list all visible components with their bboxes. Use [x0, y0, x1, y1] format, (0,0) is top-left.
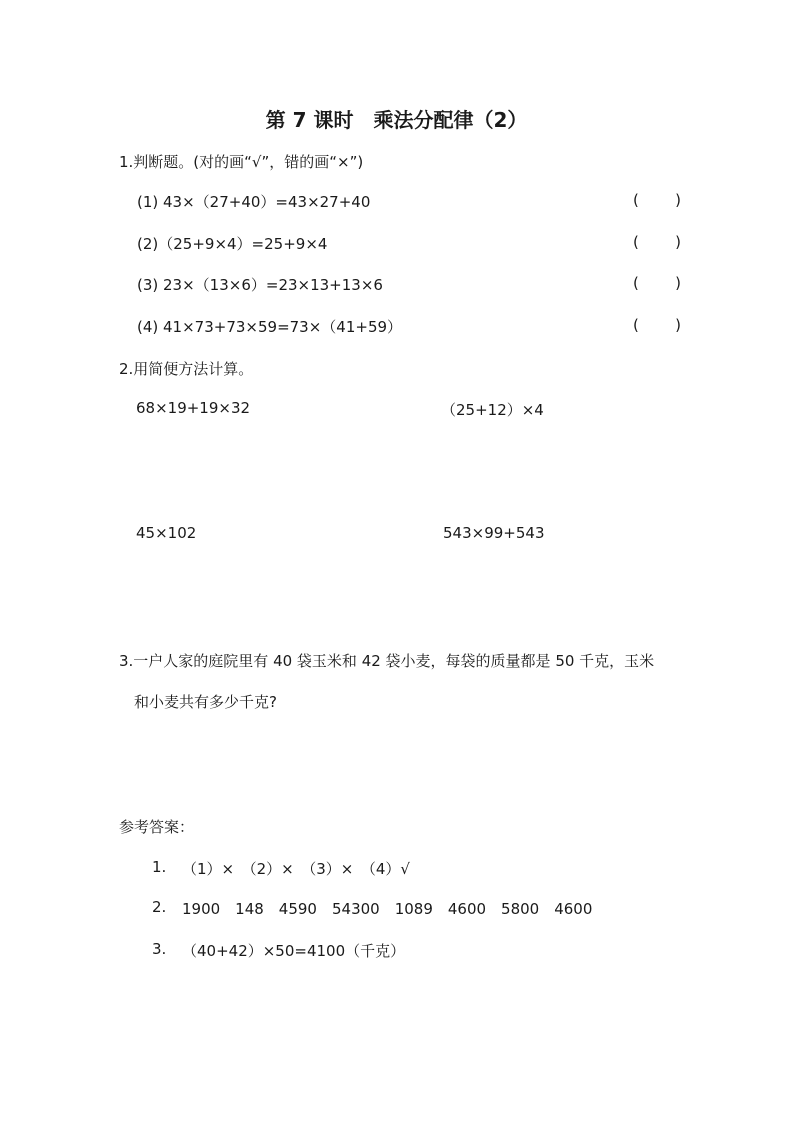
answer-3-text: （40+42）×50=4100（千克） [182, 942, 406, 960]
question-1-item-1: (1) 43×（27+40）=43×27+40 [137, 193, 371, 211]
answer-blank-4[interactable] [633, 316, 681, 334]
calc-problem-2: （25+12）×4 [441, 401, 544, 419]
question-1-heading: 1.判断题。(对的画“√”，错的画“×”) [119, 153, 364, 171]
question-1-item-3: (3) 23×（13×6）=23×13+13×6 [137, 276, 383, 294]
paren-open: ( [633, 274, 639, 292]
answer-1-number: 1. [152, 858, 167, 876]
calc-problem-1: 68×19+19×32 [136, 399, 251, 417]
answer-3-number: 3. [152, 940, 167, 958]
page-title: 第 7 课时 乘法分配律（2） [265, 108, 528, 132]
paren-close: ) [675, 233, 681, 251]
question-3-line-1: 3.一户人家的庭院里有 40 袋玉米和 42 袋小麦，每袋的质量都是 50 千克，玉米 [119, 652, 655, 670]
calc-problem-3: 45×102 [136, 524, 197, 542]
paren-close: ) [675, 191, 681, 209]
answer-key-heading: 参考答案： [119, 818, 195, 836]
paren-close: ) [675, 274, 681, 292]
question-1-item-2: (2)（25+9×4）=25+9×4 [137, 235, 328, 253]
answer-blank-2[interactable] [633, 233, 681, 251]
answer-blank-1[interactable] [633, 191, 681, 209]
question-3-line-2: 和小麦共有多少千克? [134, 693, 277, 711]
paren-open: ( [633, 316, 639, 334]
question-2-heading: 2.用简便方法计算。 [119, 360, 254, 378]
answer-2-number: 2. [152, 898, 167, 916]
question-1-item-4: (4) 41×73+73×59=73×（41+59） [137, 318, 403, 336]
answer-blank-3[interactable] [633, 274, 681, 292]
paren-close: ) [675, 316, 681, 334]
paren-open: ( [633, 233, 639, 251]
answer-1-text: （1）× （2）× （3）× （4）√ [182, 860, 410, 878]
answer-2-text: 1900 148 4590 54300 1089 4600 5800 4600 [182, 900, 593, 918]
calc-problem-4: 543×99+543 [443, 524, 545, 542]
paren-open: ( [633, 191, 639, 209]
